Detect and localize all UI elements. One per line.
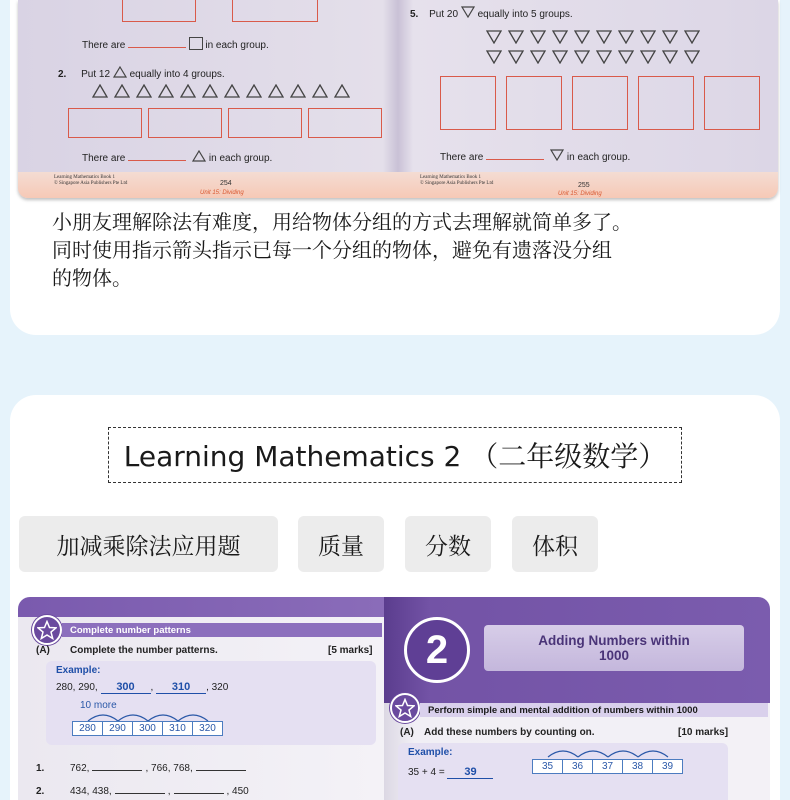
group-box — [122, 0, 196, 22]
number-line-cell: 280 — [72, 721, 103, 736]
inverted-triangle-icon — [596, 30, 612, 44]
book-photo-dividing — [18, 0, 778, 198]
more-label: 10 more — [80, 700, 117, 711]
unit-label: Unit 15: Dividing — [200, 190, 244, 196]
question-number: 2. — [36, 786, 45, 797]
number-line-cell: 38 — [622, 759, 653, 774]
example-expression: 35 + 4 = 39 — [408, 766, 493, 779]
part-instruction: Add these numbers by counting on. — [424, 727, 595, 738]
group-box — [148, 108, 222, 138]
inverted-triangle-icon — [530, 30, 546, 44]
inverted-triangle-icon — [552, 30, 568, 44]
triangle-icon — [334, 84, 350, 98]
inverted-triangle-icon — [508, 30, 524, 44]
number-line — [72, 721, 222, 736]
inverted-triangle-icon — [684, 50, 700, 64]
book-photo-number-patterns — [18, 597, 770, 800]
book-right-page — [384, 597, 770, 800]
q2-question: 2. Put 12 equally into 4 groups. — [58, 66, 225, 80]
topic-tag[interactable]: 加减乘除法应用题 — [19, 516, 278, 572]
description-line: 小朋友理解除法有难度，用给物体分组的方式去理解就简单多了。 — [52, 210, 632, 234]
number-line-cell: 320 — [192, 721, 223, 736]
q5-question: 5. Put 20 equally into 5 groups. — [410, 6, 573, 20]
inverted-triangle-row — [486, 50, 700, 64]
inverted-triangle-icon — [596, 50, 612, 64]
triangle-icon — [246, 84, 262, 98]
inverted-triangle-icon — [486, 50, 502, 64]
example-answer: 39 — [447, 766, 493, 779]
question-number: 1. — [36, 763, 45, 774]
inverted-triangle-icon — [640, 30, 656, 44]
example-sequence: 280, 290, 300 , 310 , 320 — [56, 681, 229, 693]
marks-label: [5 marks] — [328, 645, 373, 656]
number-line — [532, 759, 682, 774]
topic-tags — [19, 516, 598, 572]
number-line-cell: 310 — [162, 721, 193, 736]
inverted-triangle-icon — [486, 30, 502, 44]
unit-label: Unit 15: Dividing — [558, 191, 602, 197]
group-box — [308, 108, 382, 138]
q2-answer-line: There are in each group. — [82, 150, 272, 164]
star-badge — [32, 615, 62, 645]
triangle-icon — [180, 84, 196, 98]
triangle-icon — [113, 66, 127, 78]
number-line-cell: 300 — [132, 721, 163, 736]
group-box — [638, 76, 694, 130]
marks-label: [10 marks] — [678, 727, 729, 738]
chapter-title-box — [484, 625, 744, 671]
triangle-icon — [202, 84, 218, 98]
book-right-page — [402, 0, 778, 198]
description-line: 的物体。 — [52, 266, 132, 290]
topic-tag[interactable]: 分数 — [405, 516, 491, 572]
q5-answer-line: There are in each group. — [440, 149, 630, 163]
inverted-triangle-icon — [618, 50, 634, 64]
triangle-icon — [290, 84, 306, 98]
group-box — [506, 76, 562, 130]
page-top-band — [18, 597, 384, 617]
book-left-page — [18, 597, 384, 800]
chapter-number-badge: 2 — [404, 617, 470, 683]
triangle-icon — [312, 84, 328, 98]
answer-square-icon — [189, 37, 203, 50]
number-line-cell: 37 — [592, 759, 623, 774]
group-box — [228, 108, 302, 138]
triangle-icon — [192, 150, 206, 162]
page-number: 255 — [578, 182, 590, 189]
footer-book-info: Learning Mathematics Book 1 © Singapore Asia Publishers Pte Ltd — [54, 175, 128, 186]
triangle-icon — [158, 84, 174, 98]
jump-arrows-icon — [544, 745, 684, 759]
inverted-triangle-icon — [530, 50, 546, 64]
section-title: Learning Mathematics 2 （二年级数学） — [123, 440, 667, 473]
chapter-title: 1000 — [598, 648, 630, 663]
number-line-cell: 35 — [532, 759, 563, 774]
example-answer: 310 — [156, 681, 206, 694]
part-label: (A) — [400, 727, 414, 738]
star-icon — [395, 698, 415, 718]
triangle-icon — [114, 84, 130, 98]
number-line-cell: 39 — [652, 759, 683, 774]
inverted-triangle-icon — [618, 30, 634, 44]
triangle-icon — [92, 84, 108, 98]
book-left-page — [18, 0, 396, 198]
description-line: 同时使用指示箭头指示已每一个分组的物体，避免有遗落没分组 — [52, 238, 612, 262]
inverted-triangle-icon — [552, 50, 568, 64]
footer-book-info: Learning Mathematics Book 1 © Singapore Asia Publishers Pte Ltd — [420, 175, 494, 186]
topic-tag[interactable]: 质量 — [298, 516, 384, 572]
question-sequence: 762, , 766, 768, — [70, 763, 249, 774]
star-badge — [390, 693, 420, 723]
part-label: (A) — [36, 645, 50, 656]
example-label: Example: — [408, 747, 453, 758]
inverted-triangle-icon — [574, 50, 590, 64]
section-header-bar: Complete number patterns — [62, 623, 382, 637]
group-box — [68, 108, 142, 138]
group-box — [572, 76, 628, 130]
inverted-triangle-icon — [640, 50, 656, 64]
inverted-triangle-icon — [461, 6, 475, 18]
inverted-triangle-row — [486, 30, 700, 44]
inverted-triangle-icon — [550, 149, 564, 161]
chapter-title: Adding Numbers within — [538, 633, 690, 648]
page-number: 254 — [220, 180, 232, 187]
description-text — [52, 208, 752, 292]
section-header-bar: Perform simple and mental addition of numbers within 1000 — [420, 703, 768, 717]
example-answer: 300 — [101, 681, 151, 694]
inverted-triangle-icon — [684, 30, 700, 44]
question-sequence: 434, 438, , , 450 — [70, 786, 249, 797]
inverted-triangle-icon — [574, 30, 590, 44]
triangle-icon — [136, 84, 152, 98]
section-title-box — [108, 427, 682, 483]
triangle-row-12 — [92, 84, 350, 98]
part-instruction: Complete the number patterns. — [70, 645, 218, 656]
group-box — [704, 76, 760, 130]
inverted-triangle-icon — [508, 50, 524, 64]
q1-answer-line: There are in each group. — [82, 37, 269, 51]
example-label: Example: — [56, 665, 101, 676]
number-line-cell: 36 — [562, 759, 593, 774]
topic-tag[interactable]: 体积 — [512, 516, 598, 572]
triangle-icon — [268, 84, 284, 98]
inverted-triangle-icon — [662, 30, 678, 44]
star-icon — [37, 620, 57, 640]
book-preview-card-1 — [10, 0, 780, 335]
inverted-triangle-icon — [662, 50, 678, 64]
group-box — [232, 0, 318, 22]
triangle-icon — [224, 84, 240, 98]
group-box — [440, 76, 496, 130]
number-line-cell: 290 — [102, 721, 133, 736]
book-preview-card-2 — [10, 395, 780, 800]
